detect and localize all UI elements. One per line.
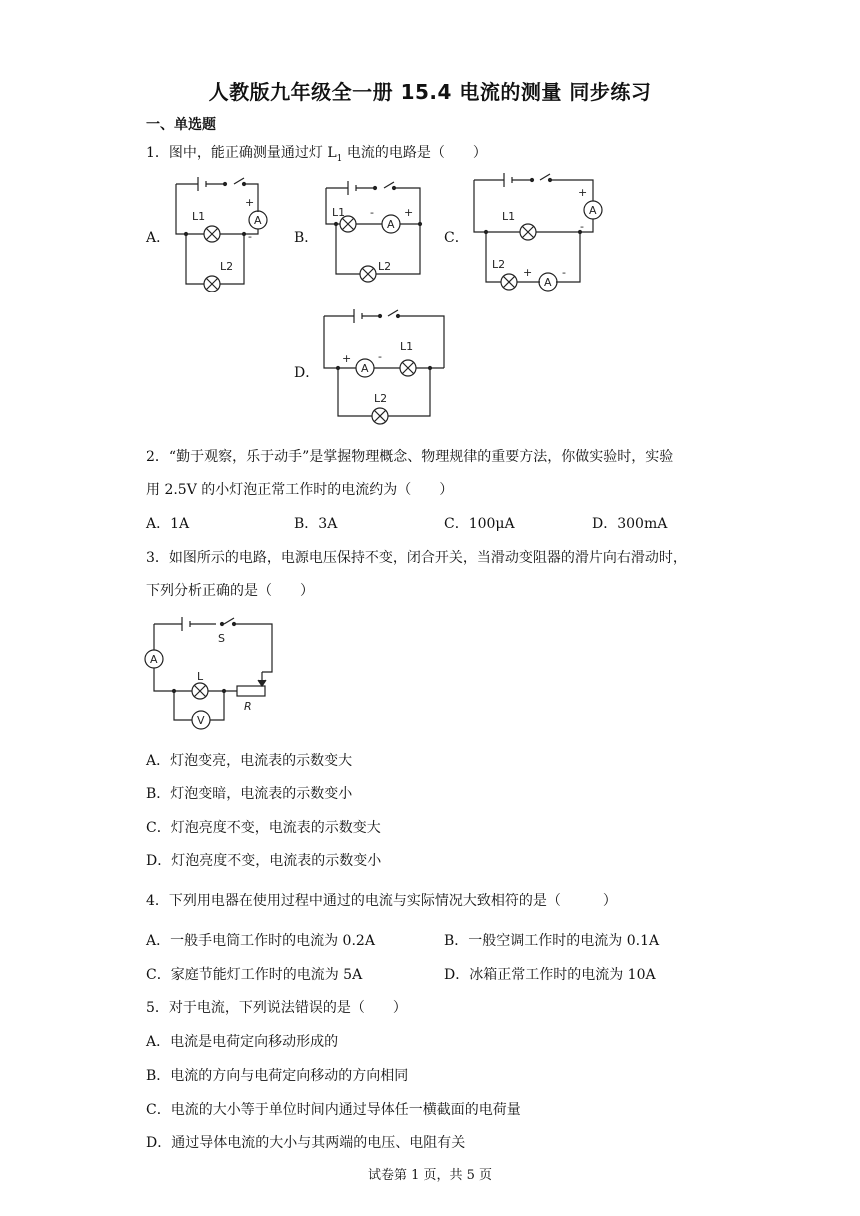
q5-option-b: B．电流的方向与电荷定向移动的方向相同 [146, 1068, 409, 1084]
ammeter-b-label: A [387, 218, 395, 231]
plus-sign: + [245, 196, 255, 209]
ammeter-c2-label: A [544, 276, 552, 289]
q1-label-d: D． [294, 365, 320, 381]
switch-s-label: S [218, 632, 225, 645]
minus-sign: - [562, 266, 566, 279]
q3-line2: 下列分析正确的是（ ） [146, 583, 314, 599]
minus-sign: - [370, 206, 374, 219]
plus-sign: + [404, 206, 414, 219]
q2-option-b: B．3A [294, 516, 338, 532]
q1-circuit-c [468, 168, 618, 300]
lamp-l-label: L [197, 670, 204, 683]
q1-label-a: A． [146, 230, 171, 246]
q5-option-a: A．电流是电荷定向移动形成的 [146, 1034, 339, 1050]
q4-option-b: B．一般空调工作时的电流为 0.1A [444, 933, 660, 949]
q1-stem-before: 1．图中，能正确测量通过灯 L [146, 145, 337, 161]
q1-circuit-a [168, 172, 278, 292]
q4-option-d: D．冰箱正常工作时的电流为 10A [444, 967, 656, 983]
q5-option-c: C．电流的大小等于单位时间内通过导体任一横截面的电荷量 [146, 1102, 521, 1118]
section-heading: 一、单选题 [146, 117, 216, 133]
q2-option-a: A．1A [146, 516, 190, 532]
q2-option-d: D．300mA [592, 516, 668, 532]
lamp-l1-label: L1 [400, 340, 414, 353]
lamp-l1-label: L1 [332, 206, 346, 219]
q2-option-c: C．100μA [444, 516, 515, 532]
page-title: 人教版九年级全一册 15.4 电流的测量 同步练习 [208, 80, 652, 104]
plus-sign: + [523, 266, 533, 279]
lamp-l2-label: L2 [492, 258, 506, 271]
q2-line2: 用 2.5V 的小灯泡正常工作时的电流约为（ ） [146, 482, 454, 498]
q4-stem: 4．下列用电器在使用过程中通过的电流与实际情况大致相符的是（ ） [146, 893, 617, 909]
q3-option-a: A．灯泡变亮，电流表的示数变大 [146, 753, 353, 769]
ammeter-label: A [150, 653, 158, 666]
minus-sign: - [378, 350, 382, 363]
plus-sign: + [342, 352, 352, 365]
q4-option-a: A．一般手电筒工作时的电流为 0.2A [146, 933, 375, 949]
q1-circuit-d [318, 306, 458, 430]
lamp-l2-label: L2 [378, 260, 392, 273]
q1-label-b: B． [294, 230, 319, 246]
q1-circuit-b [318, 178, 436, 292]
q3-line1: 3．如图所示的电路，电源电压保持不变，闭合开关，当滑动变阻器的滑片向右滑动时， [146, 550, 687, 566]
page-footer: 试卷第 1 页，共 5 页 [367, 1168, 493, 1183]
q1-stem [146, 142, 487, 164]
ammeter-c-label: A [589, 204, 597, 217]
q4-option-c: C．家庭节能灯工作时的电流为 5A [146, 967, 363, 983]
voltmeter-label: V [197, 714, 205, 727]
lamp-l2-label: L2 [220, 260, 234, 273]
plus-sign: + [578, 186, 588, 199]
q3-option-c: C．灯泡亮度不变，电流表的示数变大 [146, 820, 381, 836]
q5-option-d: D．通过导体电流的大小与其两端的电压、电阻有关 [146, 1135, 466, 1151]
q1-label-c: C． [444, 230, 469, 246]
lamp-l1-label: L1 [192, 210, 206, 223]
q3-circuit [144, 612, 284, 734]
q2-line1: 2．“勤于观察，乐于动手”是掌握物理概念、物理规律的重要方法，你做实验时，实验 [146, 449, 674, 465]
resistor-r-label: R [244, 700, 252, 713]
lamp-l2-label: L2 [374, 392, 388, 405]
q3-option-d: D．灯泡亮度不变，电流表的示数变小 [146, 853, 382, 869]
minus-sign: - [248, 230, 252, 243]
ammeter-a-label: A [254, 214, 262, 227]
q3-option-b: B．灯泡变暗，电流表的示数变小 [146, 786, 353, 802]
minus-sign: - [580, 220, 584, 233]
q1-stem-sub: 1 [336, 153, 343, 164]
q1-stem-after: 电流的电路是（ ） [342, 145, 487, 161]
lamp-l1-label: L1 [502, 210, 516, 223]
q5-stem: 5．对于电流，下列说法错误的是（ ） [146, 1000, 407, 1016]
ammeter-d-label: A [361, 362, 369, 375]
